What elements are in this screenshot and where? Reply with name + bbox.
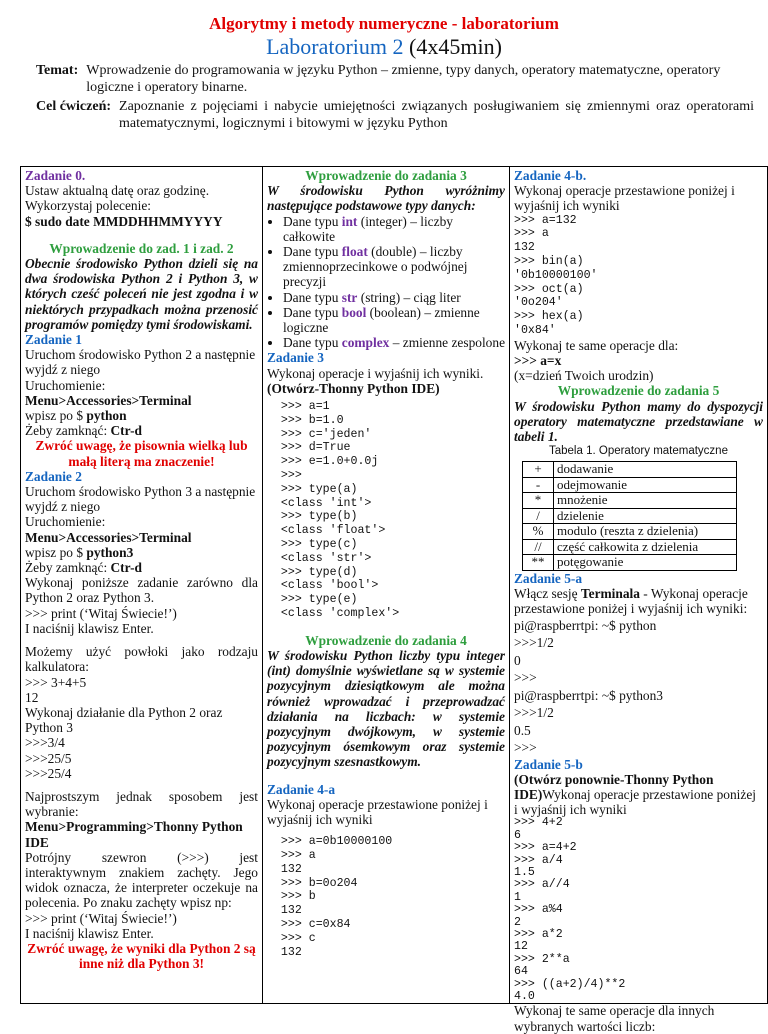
calculator-text: Możemy użyć powłoki jako rodzaju kalkulatora:: [25, 644, 258, 675]
division-line: >>>25/5: [25, 750, 72, 766]
tasks-table: [20, 166, 768, 1034]
task-0-text: Ustaw aktualną datę oraz godzinę. Wykorzystaj polecenie:: [25, 183, 210, 214]
course-title: Algorytmy i metody numeryczne - laboratorium: [209, 14, 559, 33]
column-middle: [263, 167, 510, 1003]
goal-label: Cel ćwiczeń:: [36, 99, 112, 114]
task-2-menu: Menu>Accessories>Terminal: [25, 529, 192, 545]
task-1-menu: Menu>Accessories>Terminal: [25, 392, 192, 408]
task-2-instructions: Wykonaj poniższe zadanie zarówno dla Python 2 oraz Python 3.: [25, 575, 258, 606]
task-0-command: $ sudo date MMDDHHMMYYYY: [25, 213, 223, 229]
task-5b-code: >>> 4+2 6 >>> a=4+2 >>> a/4 1.5 >>> a//4 1 >>> a%4 2 >>> a*2 12 >>> 2**a 64 >>> ((a+2)/4)**2 4.0: [514, 816, 626, 1004]
session-line: >>>1/2: [514, 705, 554, 721]
list-item: • Dane typu int (integer) – liczby całkowite: [283, 214, 505, 244]
thonny-menu: Menu>Programming>Thonny Python IDE: [25, 819, 243, 850]
session-line: >>>: [514, 740, 537, 756]
task-2-text: Uruchom środowisko Python 3 a następnie wyjdź z niego: [25, 484, 256, 515]
table-row: / dzielenie: [523, 508, 737, 524]
list-item: • Dane typu str (string) – ciąg liter: [283, 290, 505, 305]
task-3-title: Zadanie 3: [267, 350, 324, 366]
lab-duration: (4x45min): [403, 34, 502, 59]
list-item: • Dane typu bool (boolean) – zmienne logiczne: [283, 305, 505, 335]
task-2-run-label: Uruchomienie:: [25, 514, 106, 530]
calculator-output: 12: [25, 689, 39, 705]
task-5b-final: Wykonaj te same operacje dla innych wybranych wartości liczb:: [514, 1003, 715, 1034]
intro-5-text: W środowisku Python mamy do dyspozycji operatory matematyczne przedstawiane w tabeli 1.: [514, 398, 763, 444]
task-5a-session: [514, 617, 763, 757]
x-note: (x=dzień Twoich urodzin): [514, 368, 654, 384]
division-line: >>>25/4: [25, 765, 72, 781]
case-warning: Zwróć uwagę, że pisownia wielką lub małą literą ma znaczenie!: [35, 438, 248, 469]
goal-text: Zapoznanie z pojęciami i nabycie umiejętności związanych posługiwaniem się zmiennymi oraz operatorami matematycznymi, logicznymi i bitowymi w języku Python: [119, 99, 754, 131]
task-4a-code: >>> a=0b10000100 >>> a 132 >>> b=0o204 >>> b 132 >>> c=0x84 >>> c 132: [280, 835, 393, 959]
same-ops-text: Wykonaj te same operacje dla:: [514, 337, 679, 353]
task-2-close: Żeby zamknąć: Ctr-d: [25, 560, 142, 576]
intro-4-title: Wprowadzenie do zadania 4: [305, 632, 467, 648]
intro-3-title: Wprowadzenie do zadania 3: [305, 168, 467, 183]
table-row: % modulo (reszta z dzielenia): [523, 524, 737, 540]
table-row: - odejmowanie: [523, 477, 737, 493]
division-text: Wykonaj działanie dla Python 2 oraz Python 3: [25, 704, 223, 736]
calculator-command: >>> 3+4+5: [25, 674, 87, 690]
task-4a-title: Zadanie 4-a: [267, 781, 336, 797]
session-line: pi@raspberrtpi: ~$ python: [514, 617, 657, 633]
task-0-title: Zadanie 0.: [25, 168, 86, 183]
simplest-way-text: Najprostszym jednak sposobem jest wybranie:: [25, 788, 258, 820]
session-line: 0.5: [514, 722, 531, 738]
task-4a-text: Wykonaj operacje przestawione poniżej i wyjaśnij ich wyniki: [267, 796, 488, 828]
data-types-list: [267, 214, 505, 351]
topic-label: Temat:: [36, 63, 79, 78]
intro-4-text: W środowisku Python liczby typu integer (int) domyślnie wyświetlane są w systemie pozycyjnym dziesiątkowym ale można również wprowadzać i przeprowadzać działania na liczbach: w systemie pozycyjnym dwójkowym, w systemie pozycyjnym ósemkowym oraz systemie pozycyjnym szesnastkowym.: [267, 648, 505, 770]
topic-text: Wprowadzenie do programowania w języku Python – zmienne, typy danych, operatory matematyczne, operatory logiczne i operatory binarne.: [86, 63, 721, 95]
division-line: >>>3/4: [25, 735, 65, 751]
document-header: [0, 14, 768, 132]
task-2-type: wpisz po $ python3: [25, 544, 134, 560]
session-line: >>>1/2: [514, 635, 554, 651]
session-line: 0: [514, 652, 521, 668]
column-right: [510, 167, 767, 1034]
task-4b-code: >>> a=132 >>> a 132 >>> bin(a) '0b10000100' >>> oct(a) '0o204' >>> hex(a) '0x84': [514, 213, 598, 337]
session-line: pi@raspberrtpi: ~$ python3: [514, 687, 663, 703]
lab-title: [0, 34, 768, 60]
goal-row: [0, 98, 768, 132]
print-command: >>> print (‘Witaj Świecie!’): [25, 605, 177, 621]
task-4b-text: Wykonaj operacje przestawione poniżej i wyjaśnij ich wyniki: [514, 183, 735, 214]
operators-table: [522, 461, 737, 571]
lab-number: Laboratorium 2: [266, 34, 404, 59]
intro-1-2-text: Obecnie środowisko Python dzieli się na dwa środowiska Python 2 i Python 3, w których cześć poleceń nie jest zgodna i w niektórych przypadkach można przenosić programów pomiędzy tymi środowiskami.: [25, 256, 258, 332]
intro-3-text: W środowisku Python wyróżnimy następujące podstawowe typy danych:: [267, 183, 505, 214]
task-1-text: Uruchom środowisko Python 2 a następnie wyjdź z niego: [25, 347, 256, 378]
table-row: + dodawanie: [523, 462, 737, 478]
enter-text: I naciśnij klawisz Enter.: [25, 620, 154, 636]
table-caption: Tabela 1. Operatory matematyczne: [549, 445, 728, 458]
enter-text-2: I naciśnij klawisz Enter.: [25, 925, 154, 941]
intro-1-2-title: Wprowadzenie do zad. 1 i zad. 2: [49, 240, 234, 256]
task-1-run-label: Uruchomienie:: [25, 377, 106, 393]
task-5b-text: (Otwórz ponownie-Thonny Python IDE)Wykonaj operacje przestawione poniżej i wyjaśnij ich wyniki: [514, 771, 757, 818]
task-4b-title: Zadanie 4-b.: [514, 168, 587, 183]
task-3-code: >>> a=1 >>> b=1.0 >>> c='jeden' >>> d=True >>> e=1.0+0.0j >>> >>> type(a) <class 'int'> >>> type(b) <class 'float'> >>> type(c) <class 'str'> >>> type(d) <class 'bool'> >>> type(e) <class 'complex'>: [280, 400, 400, 620]
print-command-2: >>> print (‘Witaj Świecie!’): [25, 910, 177, 926]
task-5a-title: Zadanie 5-a: [514, 570, 583, 586]
table-row: ** potęgowanie: [523, 555, 737, 571]
list-item: • Dane typu complex – zmienne zespolone: [283, 335, 505, 350]
task-5a-text: Włącz sesję Terminala - Wykonaj operacje przestawione poniżej i wyjaśnij ich wyniki:: [514, 586, 748, 617]
table-row: // część całkowita z dzielenia: [523, 539, 737, 555]
task-5b-title: Zadanie 5-b: [514, 756, 583, 772]
intro-5-title: Wprowadzenie do zadania 5: [557, 383, 720, 399]
session-line: >>>: [514, 670, 537, 686]
column-left: [21, 167, 263, 1003]
topic-row: [0, 62, 768, 96]
task-2-title: Zadanie 2: [25, 468, 82, 484]
task-1-type: wpisz po $ python: [25, 408, 127, 424]
result-warning: Zwróć uwagę, że wyniki dla Python 2 są inne niż dla Python 3!: [27, 940, 256, 972]
chevron-text: Potrójny szewron (>>>) jest interaktywnym znakiem zachęty. Jego widok oznacza, że interpreter oczekuje na polecenia. Po znaku zachęty wpisz np:: [25, 849, 258, 911]
ax-command: >>> a=x: [514, 352, 562, 368]
task-1-title: Zadanie 1: [25, 332, 82, 348]
table-row: * mnożenie: [523, 493, 737, 509]
task-3-text: Wykonaj operacje i wyjaśnij ich wyniki. (Otwórz-Thonny Python IDE): [267, 365, 484, 396]
task-1-close: Żeby zamknąć: Ctr-d: [25, 423, 142, 439]
list-item: • Dane typu float (double) – liczby zmiennoprzecinkowe o podwójnej precyzji: [283, 244, 505, 290]
